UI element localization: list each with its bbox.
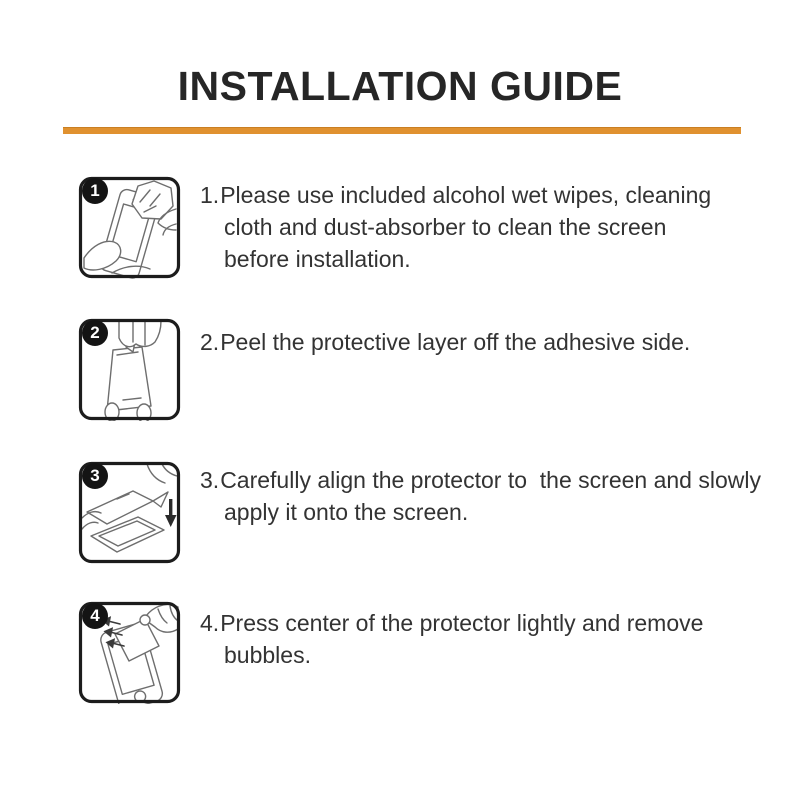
step-4-badge: 4 [82,603,108,629]
step-2 [78,318,778,422]
step-1-badge: 1 [82,178,108,204]
pinching-hand [119,321,161,347]
step-1-line-2: cloth and dust-absorber to clean the screen [224,214,667,240]
step-3-line-1: 3.Carefully align the protector to the screen and slowly [200,467,761,493]
step-1-number: 1. [200,182,220,208]
step-4 [78,601,778,705]
step-1-illustration-frame [78,176,181,279]
step-2-number: 2. [200,329,220,355]
step-2-illustration-frame [78,318,181,421]
accent-divider [63,127,741,134]
step-2-badge: 2 [82,320,108,346]
step-1-line-1: 1.Please use included alcohol wet wipes, cleaning [200,182,712,208]
step-3 [78,461,778,565]
step-2-text [200,326,690,358]
step-3-text [200,464,761,528]
step-1-line-3: before installation. [224,246,411,272]
step-3-badge: 3 [82,463,108,489]
step-1-text [200,179,711,275]
step-3-illustration-frame [78,461,181,564]
step-4-illustration-frame [78,601,181,704]
step-2-line-1: 2.Peel the protective layer off the adhesive side. [200,329,691,355]
step-1 [78,176,778,280]
step-4-text [200,607,703,671]
step-4-line-1: 4.Press center of the protector lightly and remove [200,610,704,636]
step-3-number: 3. [200,467,220,493]
step-4-number: 4. [200,610,220,636]
step-4-line-2: bubbles. [224,642,311,668]
step-3-line-2: apply it onto the screen. [224,499,469,525]
page-title: INSTALLATION GUIDE [177,63,623,109]
